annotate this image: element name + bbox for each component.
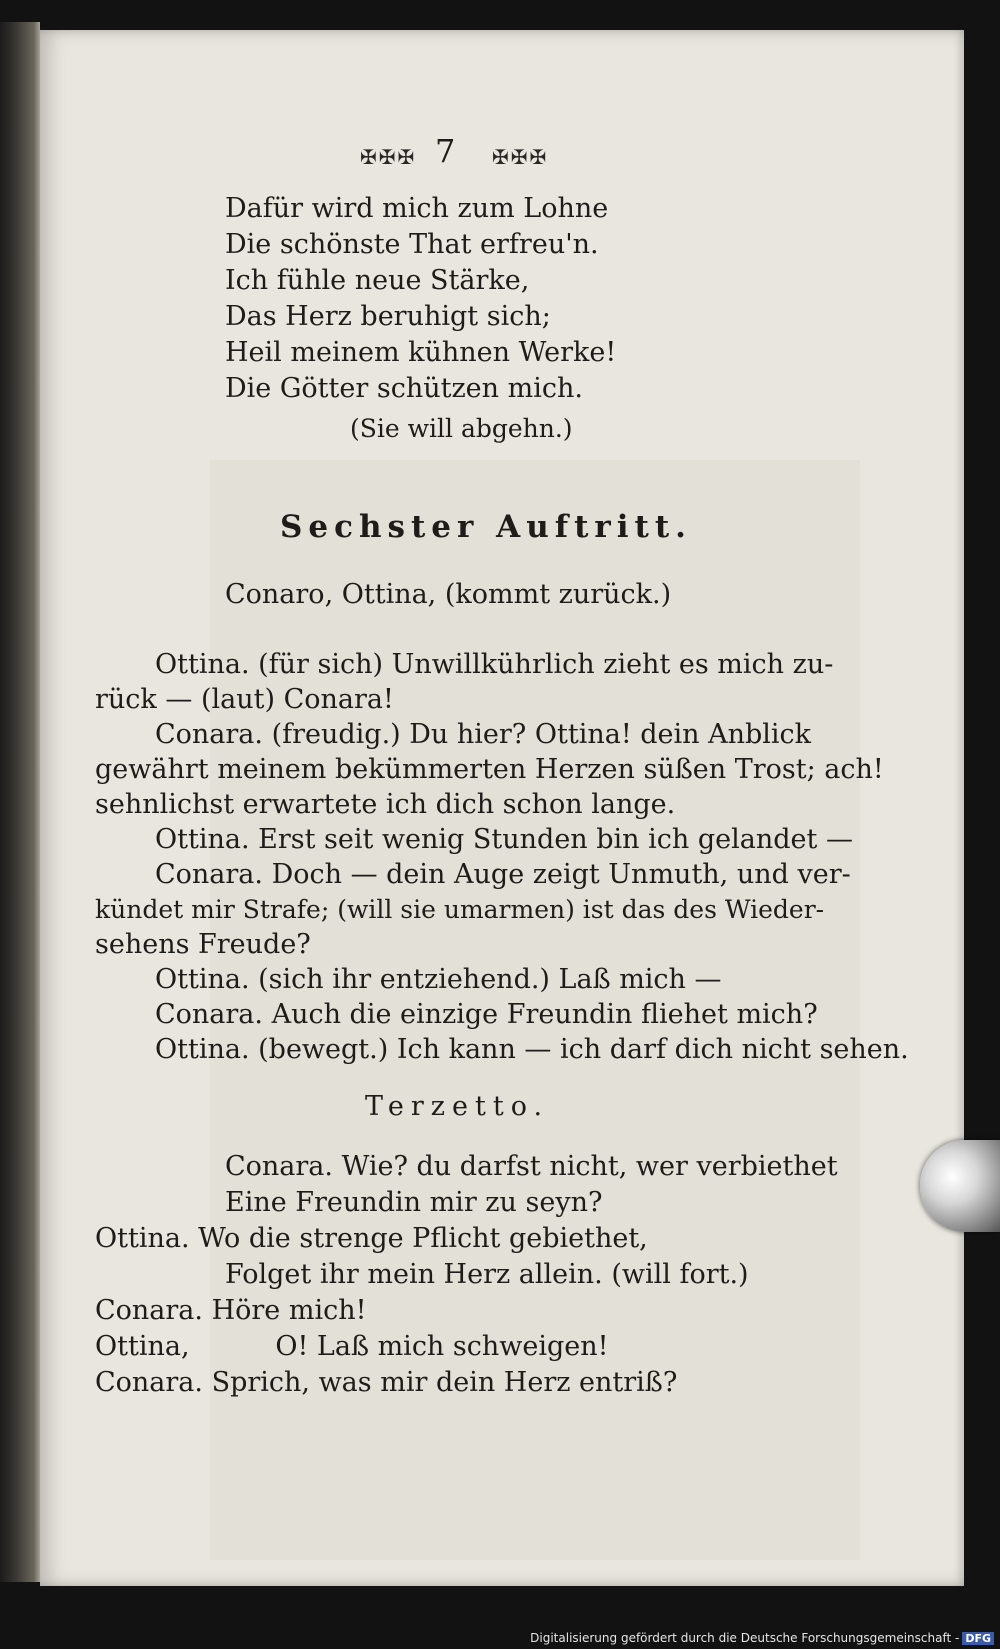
terzetto-line: Folget ihr mein Herz allein. (will fort.) — [225, 1259, 749, 1290]
ornament-left: ✠✠✠ — [360, 145, 417, 169]
terzetto-line: Conara. Wie? du darfst nicht, wer verbiethet — [225, 1151, 838, 1182]
terzetto-line: Ottina, O! Laß mich schweigen! — [95, 1331, 609, 1362]
dialogue-line: kündet mir Strafe; (will sie umarmen) ist das des Wieder- — [95, 895, 825, 924]
dialogue-line: Ottina. (sich ihr entziehend.) Laß mich — — [155, 964, 722, 995]
digitization-credit — [530, 1631, 994, 1645]
dfg-logo: DFG — [962, 1632, 994, 1645]
page-tab-handle[interactable] — [920, 1140, 1000, 1232]
page-number: 7 — [435, 132, 456, 170]
verse-line: Das Herz beruhigt sich; — [225, 301, 551, 332]
scene-cast: Conaro, Ottina, (kommt zurück.) — [225, 579, 672, 610]
dialogue-line: gewährt meinem bekümmerten Herzen süßen Trost; ach! — [95, 754, 884, 785]
dialogue-line: Conara. Doch — dein Auge zeigt Unmuth, und ver- — [155, 859, 851, 890]
terzetto-line: Conara. Höre mich! — [95, 1295, 367, 1326]
scene-heading: Sechster Auftritt. — [280, 509, 692, 545]
dialogue-line: Ottina. Erst seit wenig Stunden bin ich gelandet — — [155, 824, 853, 855]
stage-direction: (Sie will abgehn.) — [350, 414, 573, 443]
terzetto-line: Ottina. Wo die strenge Pflicht gebiethet, — [95, 1223, 648, 1254]
dialogue-line: Conara. Auch die einzige Freundin fliehet mich? — [155, 999, 818, 1030]
terzetto-line: Conara. Sprich, was mir dein Herz entriß? — [95, 1367, 678, 1398]
dialogue-line: sehnlichst erwartete ich dich schon lange. — [95, 789, 676, 820]
credit-text: Digitalisierung gefördert durch die Deutsche Forschungsgemeinschaft - — [530, 1631, 960, 1645]
book-page — [40, 30, 964, 1586]
dialogue-line: Conara. (freudig.) Du hier? Ottina! dein Anblick — [155, 719, 812, 750]
dialogue-line: Ottina. (bewegt.) Ich kann — ich darf dich nicht sehen. — [155, 1034, 909, 1065]
dialogue-line: rück — (laut) Conara! — [95, 684, 394, 715]
verse-line: Ich fühle neue Stärke, — [225, 265, 530, 296]
dialogue-line: sehens Freude? — [95, 929, 311, 960]
verse-line: Heil meinem kühnen Werke! — [225, 337, 617, 368]
book-spine — [0, 22, 40, 1582]
verse-line: Die schönste That erfreu'n. — [225, 229, 599, 260]
ornament-right: ✠✠✠ — [492, 145, 549, 169]
verse-line: Dafür wird mich zum Lohne — [225, 193, 609, 224]
verse-line: Die Götter schützen mich. — [225, 373, 583, 404]
terzetto-line: Eine Freundin mir zu seyn? — [225, 1187, 603, 1218]
dialogue-line: Ottina. (für sich) Unwillkührlich zieht es mich zu- — [155, 649, 834, 680]
terzetto-heading: Terzetto. — [365, 1091, 550, 1122]
